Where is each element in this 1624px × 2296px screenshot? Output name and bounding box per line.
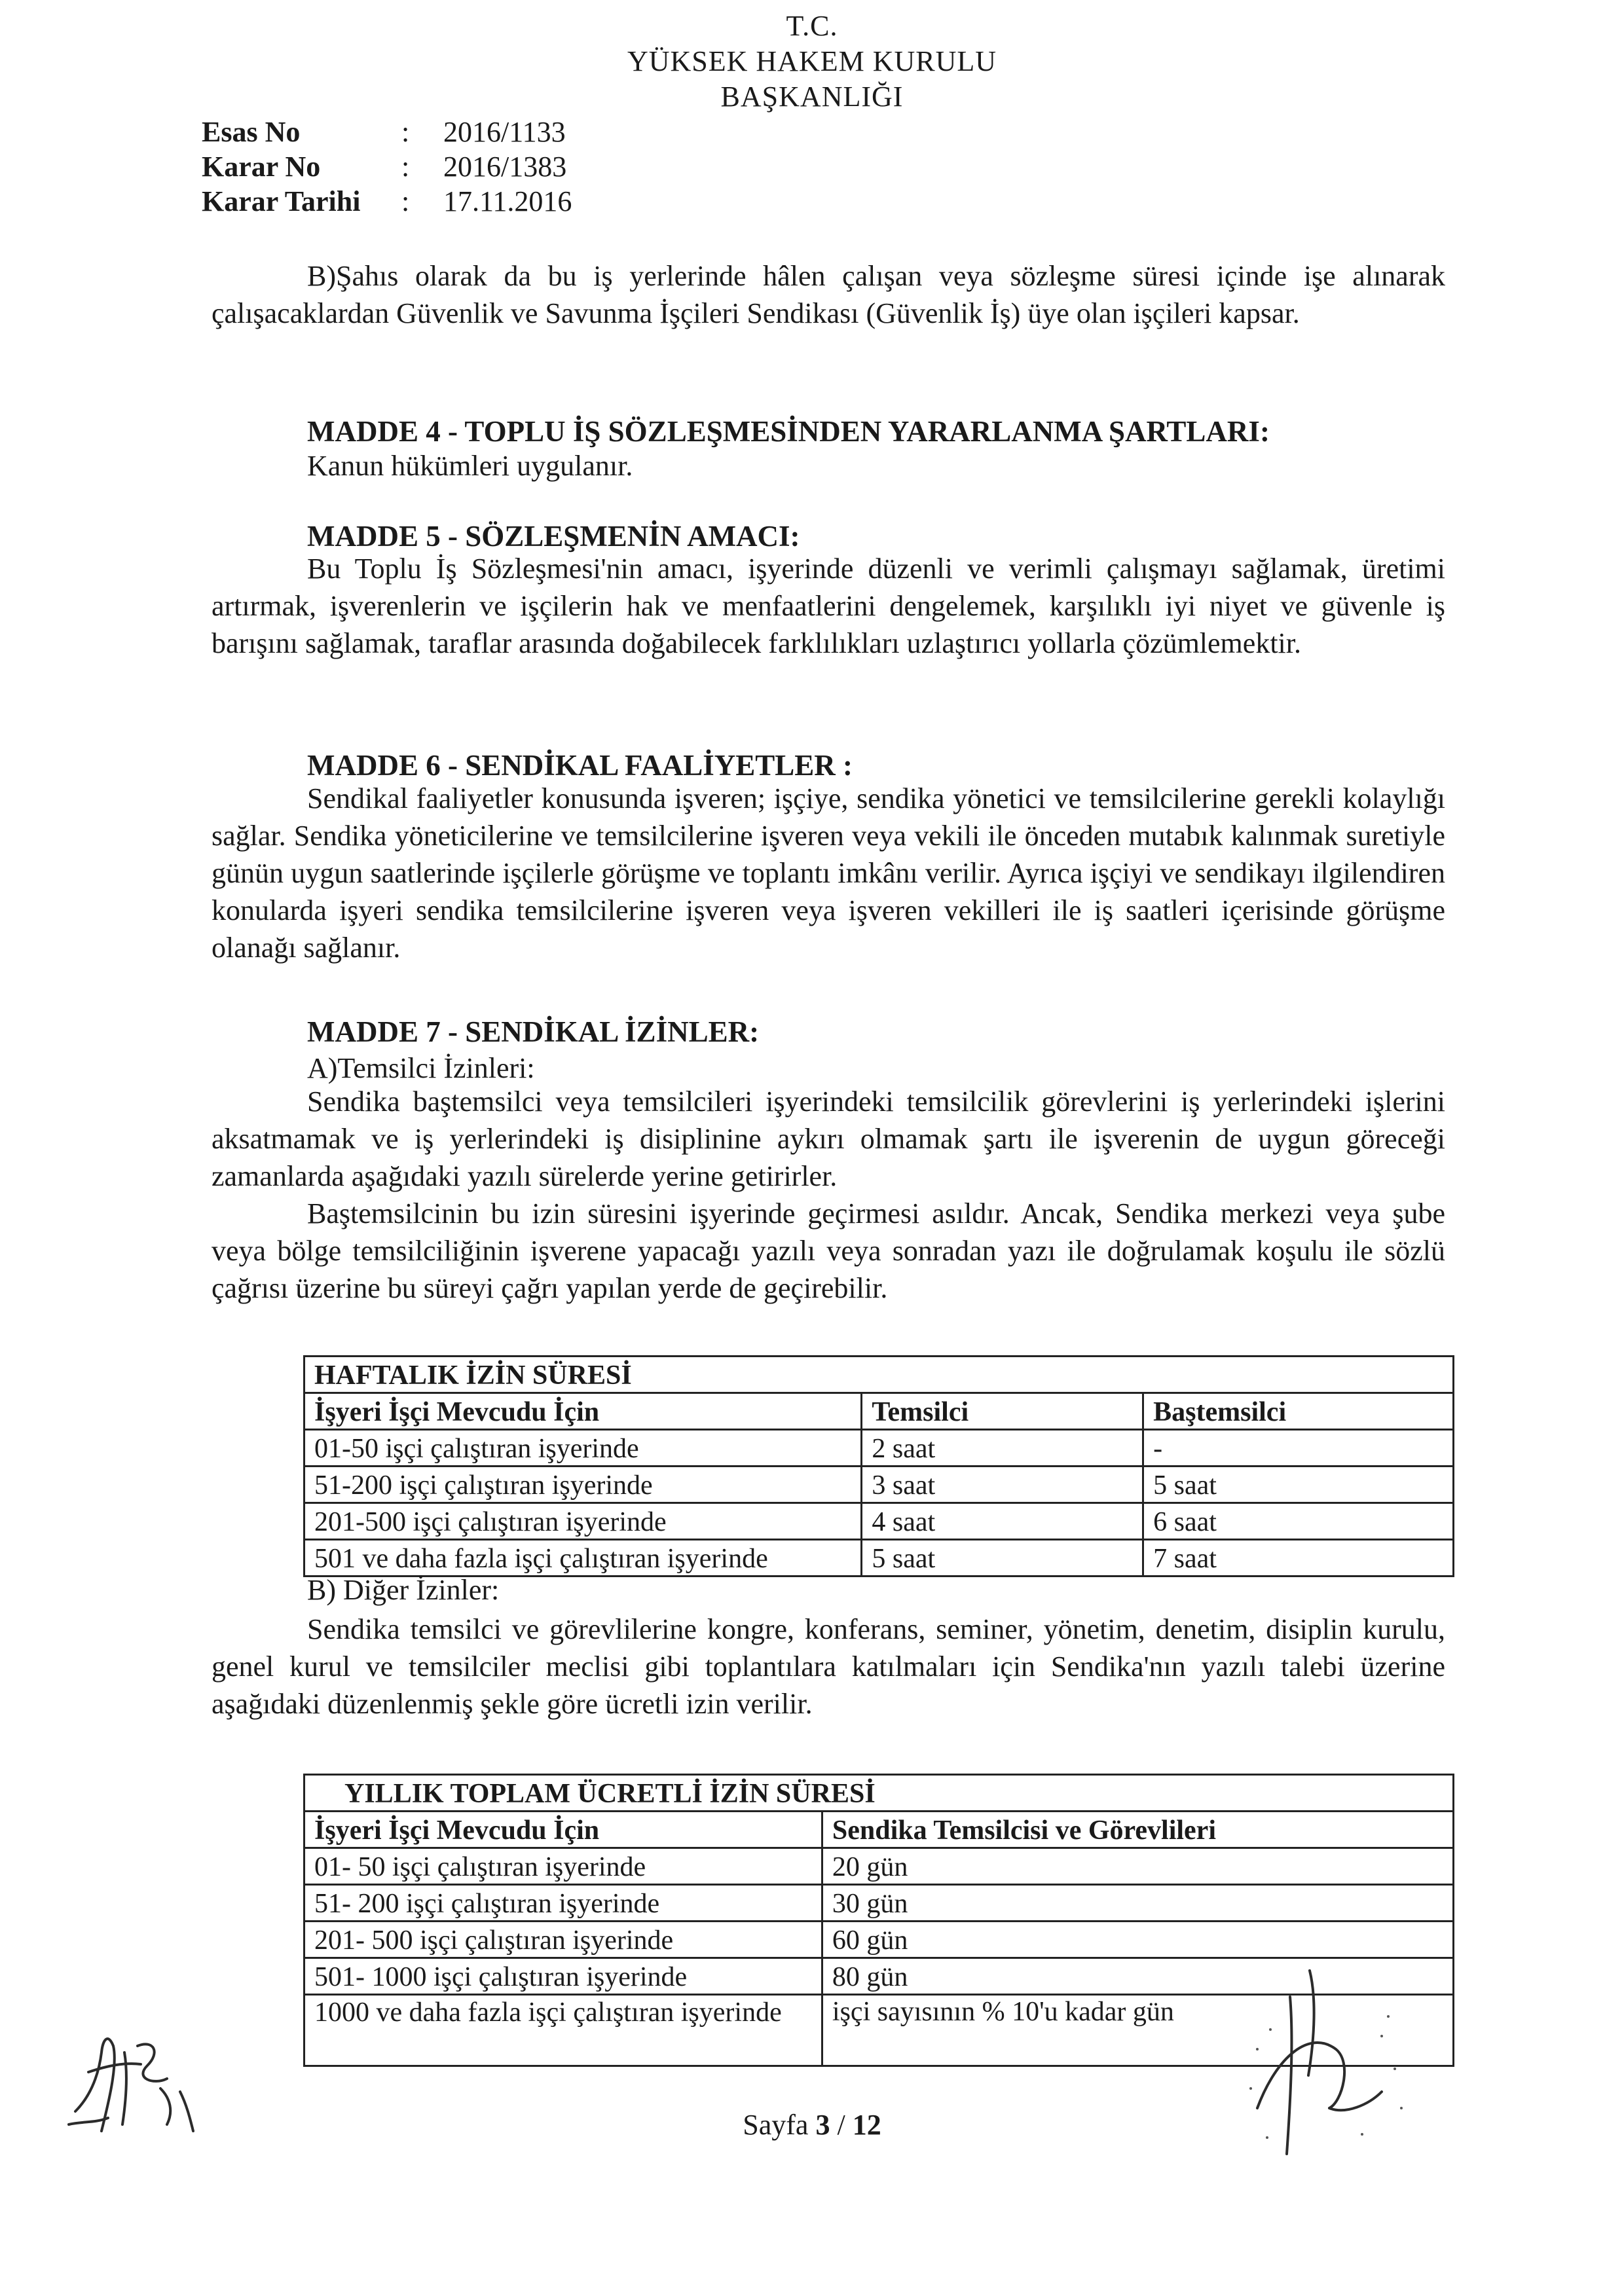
madde6-text: Sendikal faaliyetler konusunda işveren; işçiye, sendika yönetici ve temsilcilerine gerekli kolaylığı sağlar. Sendika yöneticilerine ve temsilcilerine işveren veya vekili ile önceden mutabık kalınmak suretiyle günün uygun saatlerinde işçilerle görüşme ve toplantı imkânı verilir. Ayrıca işçiyi ve sendikayı ilgilendiren konularda işyeri sendika temsilcilerine işveren veya işveren vekilleri ile iş saatleri içerisinde görüşme olanağı sağlanır. (212, 782, 1445, 964)
table-header-row (304, 1393, 1454, 1430)
table-cell: - (1143, 1430, 1454, 1467)
meta-esas-no (202, 118, 566, 147)
column-header: Temsilci (862, 1393, 1143, 1430)
madde4-text: Kanun hükümleri uygulanır. (307, 450, 633, 482)
table-cell: 20 gün (822, 1848, 1453, 1885)
column-header: İşyeri İşçi Mevcudu İçin (304, 1393, 862, 1430)
meta-label: Esas No (202, 116, 301, 148)
madde5-heading: MADDE 5 - SÖZLEŞMENİN AMACI: (307, 520, 800, 553)
intro-paragraph: B)Şahıs olarak da bu iş yerlerinde hâlen çalışan veya sözleşme süresi içinde işe alınarak çalışacaklardan Güvenlik ve Savunma İşçileri Sendikası (Güvenlik İş) üye olan işçileri kapsar. (212, 260, 1445, 329)
header-presidency: BAŞKANLIĞI (720, 81, 904, 113)
meta-karar-no (202, 153, 566, 181)
meta-value: 2016/1133 (443, 116, 566, 148)
table-cell: 30 gün (822, 1885, 1453, 1922)
table-title-row (304, 1357, 1454, 1393)
table-title-row (304, 1775, 1454, 1812)
table-row (304, 1922, 1454, 1958)
header-institution: YÜKSEK HAKEM KURULU (627, 45, 997, 77)
page-number (0, 2108, 1624, 2141)
header-tc: T.C. (786, 10, 838, 42)
weekly-leave-table (303, 1355, 1454, 1577)
table-cell: 51-200 işçi çalıştıran işyerinde (304, 1467, 862, 1503)
meta-separator: : (401, 151, 410, 183)
table-cell: 3 saat (862, 1467, 1143, 1503)
madde5-text: Bu Toplu İş Sözleşmesi'nin amacı, işyerinde düzenli ve verimli çalışmayı sağlamak, üretimi artırmak, işverenlerin ve işçilerin hak ve menfaatlerini dengelemek, karşılıklı iyi niyet ve güvenle iş barışını sağlamak, taraflar arasında doğabilecek farklılıkları uzlaştırıcı yollarla çözümlemektir. (212, 553, 1445, 659)
table-cell: 4 saat (862, 1503, 1143, 1540)
column-header: İşyeri İşçi Mevcudu İçin (304, 1812, 822, 1848)
table-cell: 201-500 işçi çalıştıran işyerinde (304, 1503, 862, 1540)
madde7-heading: MADDE 7 - SENDİKAL İZİNLER: (307, 1015, 760, 1048)
table-cell: 501- 1000 işçi çalıştıran işyerinde (304, 1958, 822, 1995)
table-row (304, 1430, 1454, 1467)
table-cell: 7 saat (1143, 1540, 1454, 1576)
table-row (304, 1848, 1454, 1885)
table-cell: 01-50 işçi çalıştıran işyerinde (304, 1430, 862, 1467)
table-cell: 501 ve daha fazla işçi çalıştıran işyerinde (304, 1540, 862, 1576)
page-number-slash: / (837, 2109, 845, 2141)
meta-value: 2016/1383 (443, 151, 567, 183)
table-cell: 1000 ve daha fazla işçi çalıştıran işyerinde (304, 1995, 822, 2066)
page-number-prefix: Sayfa (743, 2109, 809, 2141)
madde7-sub-b: B) Diğer İzinler: (307, 1574, 500, 1606)
page-number-current: 3 (815, 2109, 830, 2141)
meta-label: Karar Tarihi (202, 185, 361, 217)
table-cell: 51- 200 işçi çalıştıran işyerinde (304, 1885, 822, 1922)
column-header: Baştemsilci (1143, 1393, 1454, 1430)
column-header: Sendika Temsilcisi ve Görevlileri (822, 1812, 1453, 1848)
meta-value: 17.11.2016 (443, 185, 572, 217)
meta-separator: : (401, 116, 410, 148)
meta-label: Karar No (202, 151, 321, 183)
table-title: YILLIK TOPLAM ÜCRETLİ İZİN SÜRESİ (304, 1775, 1454, 1812)
page-number-total: 12 (852, 2109, 881, 2141)
madde4-heading: MADDE 4 - TOPLU İŞ SÖZLEŞMESİNDEN YARARLANMA ŞARTLARI: (307, 415, 1270, 448)
table-cell: 201- 500 işçi çalıştıran işyerinde (304, 1922, 822, 1958)
table-row (304, 1885, 1454, 1922)
table-row (304, 1503, 1454, 1540)
table-cell: 80 gün (822, 1958, 1453, 1995)
table-cell: 5 saat (1143, 1467, 1454, 1503)
madde7-sub-a: A)Temsilci İzinleri: (307, 1052, 535, 1084)
table-cell: 5 saat (862, 1540, 1143, 1576)
table-row (304, 1467, 1454, 1503)
table-row (304, 1540, 1454, 1576)
madde6-heading: MADDE 6 - SENDİKAL FAALİYETLER : (307, 749, 853, 782)
madde7-text-a1: Sendika baştemsilci veya temsilcileri işyerindeki temsilcilik görevlerini iş yerlerindeki işlerini aksatmamak ve iş yerlerindeki iş disiplinine aykırı olmamak şartı ile işverenin de uygun göreceği zamanlarda aşağıdaki yazılı sürelerde yerine getirirler. (212, 1085, 1445, 1192)
table-header-row (304, 1812, 1454, 1848)
table-cell: 2 saat (862, 1430, 1143, 1467)
table-cell: 01- 50 işçi çalıştıran işyerinde (304, 1848, 822, 1885)
madde7-text-b: Sendika temsilci ve görevlilerine kongre, konferans, seminer, yönetim, denetim, disiplin kurulu, genel kurul ve temsilciler meclisi gibi toplantılara katılmaları için Sendika'nın yazılı talebi üzerine aşağıdaki düzenlenmiş şekle göre ücretli izin verilir. (212, 1613, 1445, 1720)
meta-separator: : (401, 185, 410, 217)
table-title: HAFTALIK İZİN SÜRESİ (304, 1357, 1454, 1393)
table-cell: 60 gün (822, 1922, 1453, 1958)
table-cell: 6 saat (1143, 1503, 1454, 1540)
meta-karar-tarihi (202, 187, 572, 216)
madde7-text-a2: Baştemsilcinin bu izin süresini işyerinde geçirmesi asıldır. Ancak, Sendika merkezi veya şube veya bölge temsilciliğinin işverene yapacağı yazılı veya sonradan yazı ile doğrulamak koşulu ile sözlü çağrısı üzerine bu süreyi çağrı yapılan yerde de geçirebilir. (212, 1197, 1445, 1304)
table-cell: işçi sayısının % 10'u kadar gün (822, 1995, 1453, 2066)
